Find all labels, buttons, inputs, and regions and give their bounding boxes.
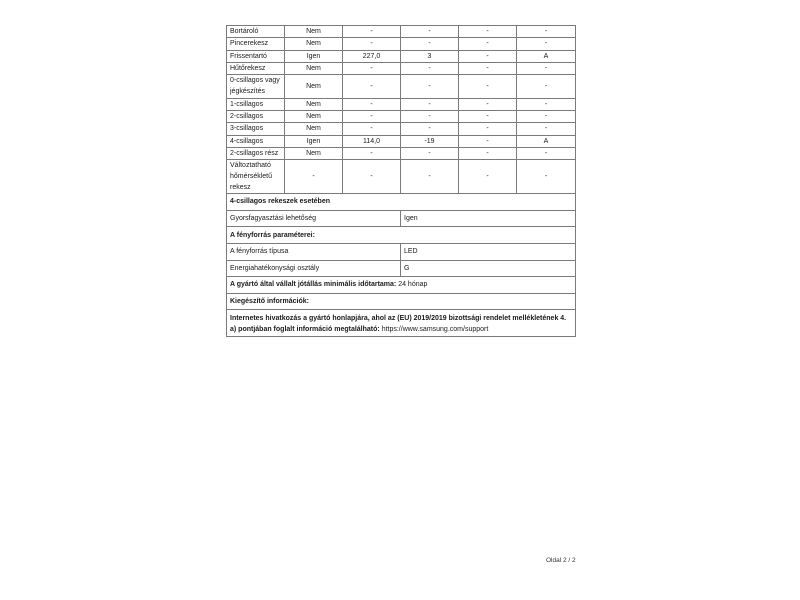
compartment-spec-table <box>226 25 576 337</box>
compartment-name: 2-csillagos <box>227 110 285 122</box>
compartment-temp: - <box>401 38 459 50</box>
light-heading-row <box>227 227 576 244</box>
fast-freeze-row <box>227 210 576 227</box>
table-row <box>227 110 576 122</box>
compartment-present: Nem <box>285 38 343 50</box>
compartment-volume: - <box>343 123 401 135</box>
compartment-temp: 3 <box>401 50 459 62</box>
compartment-col5: - <box>459 123 517 135</box>
compartment-present: Nem <box>285 98 343 110</box>
compartment-class: - <box>517 147 576 159</box>
additional-info-row <box>227 293 576 310</box>
table-row <box>227 38 576 50</box>
compartment-volume: - <box>343 147 401 159</box>
warranty-value: 24 hónap <box>398 281 428 289</box>
compartment-volume: - <box>343 26 401 38</box>
compartment-class: - <box>517 62 576 74</box>
compartment-temp: - <box>401 62 459 74</box>
compartment-present: - <box>285 160 343 194</box>
warranty-row <box>227 277 576 294</box>
compartment-class: - <box>517 110 576 122</box>
compartment-name: Frissentartó <box>227 50 285 62</box>
compartment-temp: - <box>401 75 459 99</box>
compartment-temp: - <box>401 110 459 122</box>
compartment-temp: - <box>401 147 459 159</box>
manufacturer-link-text: Internetes hivatkozás a gyártó honlapjára, ahol az (EU) 2019/2019 bizottsági rendelet mellékletének 4. a) pontjában foglalt információ megtalálható: <box>230 314 567 333</box>
compartment-volume: - <box>343 38 401 50</box>
compartment-col5: - <box>459 62 517 74</box>
compartment-name: 2-csillagos rész <box>227 147 285 159</box>
compartment-class: A <box>517 135 576 147</box>
four-star-heading-row <box>227 194 576 211</box>
manufacturer-link-cell <box>227 310 576 337</box>
table-row <box>227 160 576 194</box>
compartment-col5: - <box>459 135 517 147</box>
compartment-volume: - <box>343 160 401 194</box>
compartment-class: A <box>517 50 576 62</box>
energy-class-label: Energiahatékonysági osztály <box>227 260 401 277</box>
warranty-label: A gyártó által vállalt jótállás minimális időtartama: <box>230 281 397 289</box>
table-row <box>227 62 576 74</box>
compartment-col5: - <box>459 50 517 62</box>
compartment-volume: - <box>343 98 401 110</box>
compartment-col5: - <box>459 110 517 122</box>
compartment-name: Pincerekesz <box>227 38 285 50</box>
compartment-name: Változtatható hőmérsékletű rekesz <box>227 160 285 194</box>
compartment-present: Nem <box>285 26 343 38</box>
compartment-temp: - <box>401 123 459 135</box>
fast-freeze-label: Gyorsfagyasztási lehetőség <box>227 210 401 227</box>
compartment-class: - <box>517 98 576 110</box>
table-row <box>227 123 576 135</box>
compartment-class: - <box>517 123 576 135</box>
table-row <box>227 50 576 62</box>
compartment-volume: 227,0 <box>343 50 401 62</box>
page-number: Oldal 2 / 2 <box>546 557 576 564</box>
light-type-value: LED <box>401 243 576 260</box>
energy-class-row <box>227 260 576 277</box>
compartment-present: Nem <box>285 75 343 99</box>
table-row <box>227 98 576 110</box>
compartment-name: 1-csillagos <box>227 98 285 110</box>
compartment-present: Igen <box>285 135 343 147</box>
fast-freeze-value: Igen <box>401 210 576 227</box>
compartment-name: Bortároló <box>227 26 285 38</box>
manufacturer-link-row <box>227 310 576 337</box>
compartment-name: 3-csillagos <box>227 123 285 135</box>
four-star-heading: 4-csillagos rekeszek esetében <box>227 194 576 211</box>
light-type-label: A fényforrás típusa <box>227 243 401 260</box>
compartment-col5: - <box>459 98 517 110</box>
compartment-temp: - <box>401 160 459 194</box>
compartment-present: Nem <box>285 62 343 74</box>
compartment-class: - <box>517 26 576 38</box>
warranty-cell <box>227 277 576 294</box>
light-heading: A fényforrás paraméterei: <box>227 227 576 244</box>
compartment-present: Nem <box>285 147 343 159</box>
compartment-temp: - <box>401 26 459 38</box>
table-row <box>227 135 576 147</box>
compartment-col5: - <box>459 26 517 38</box>
manufacturer-link-url[interactable]: https://www.samsung.com/support <box>381 325 489 333</box>
compartment-class: - <box>517 160 576 194</box>
light-type-row <box>227 243 576 260</box>
compartment-temp: - <box>401 98 459 110</box>
compartment-volume: 114,0 <box>343 135 401 147</box>
energy-class-value: G <box>401 260 576 277</box>
table-row <box>227 26 576 38</box>
compartment-volume: - <box>343 110 401 122</box>
compartment-class: - <box>517 38 576 50</box>
compartment-class: - <box>517 75 576 99</box>
compartment-present: Nem <box>285 110 343 122</box>
compartment-col5: - <box>459 38 517 50</box>
compartment-present: Nem <box>285 123 343 135</box>
table-row <box>227 75 576 99</box>
compartment-col5: - <box>459 160 517 194</box>
compartment-present: Igen <box>285 50 343 62</box>
table-row <box>227 147 576 159</box>
compartment-name: 0-csillagos vagy jégkészítés <box>227 75 285 99</box>
additional-info-heading: Kiegészítő információk: <box>227 293 576 310</box>
compartment-temp: -19 <box>401 135 459 147</box>
compartment-col5: - <box>459 75 517 99</box>
compartment-name: 4-csillagos <box>227 135 285 147</box>
compartment-volume: - <box>343 75 401 99</box>
compartment-col5: - <box>459 147 517 159</box>
compartment-name: Hűtőrekesz <box>227 62 285 74</box>
compartment-volume: - <box>343 62 401 74</box>
